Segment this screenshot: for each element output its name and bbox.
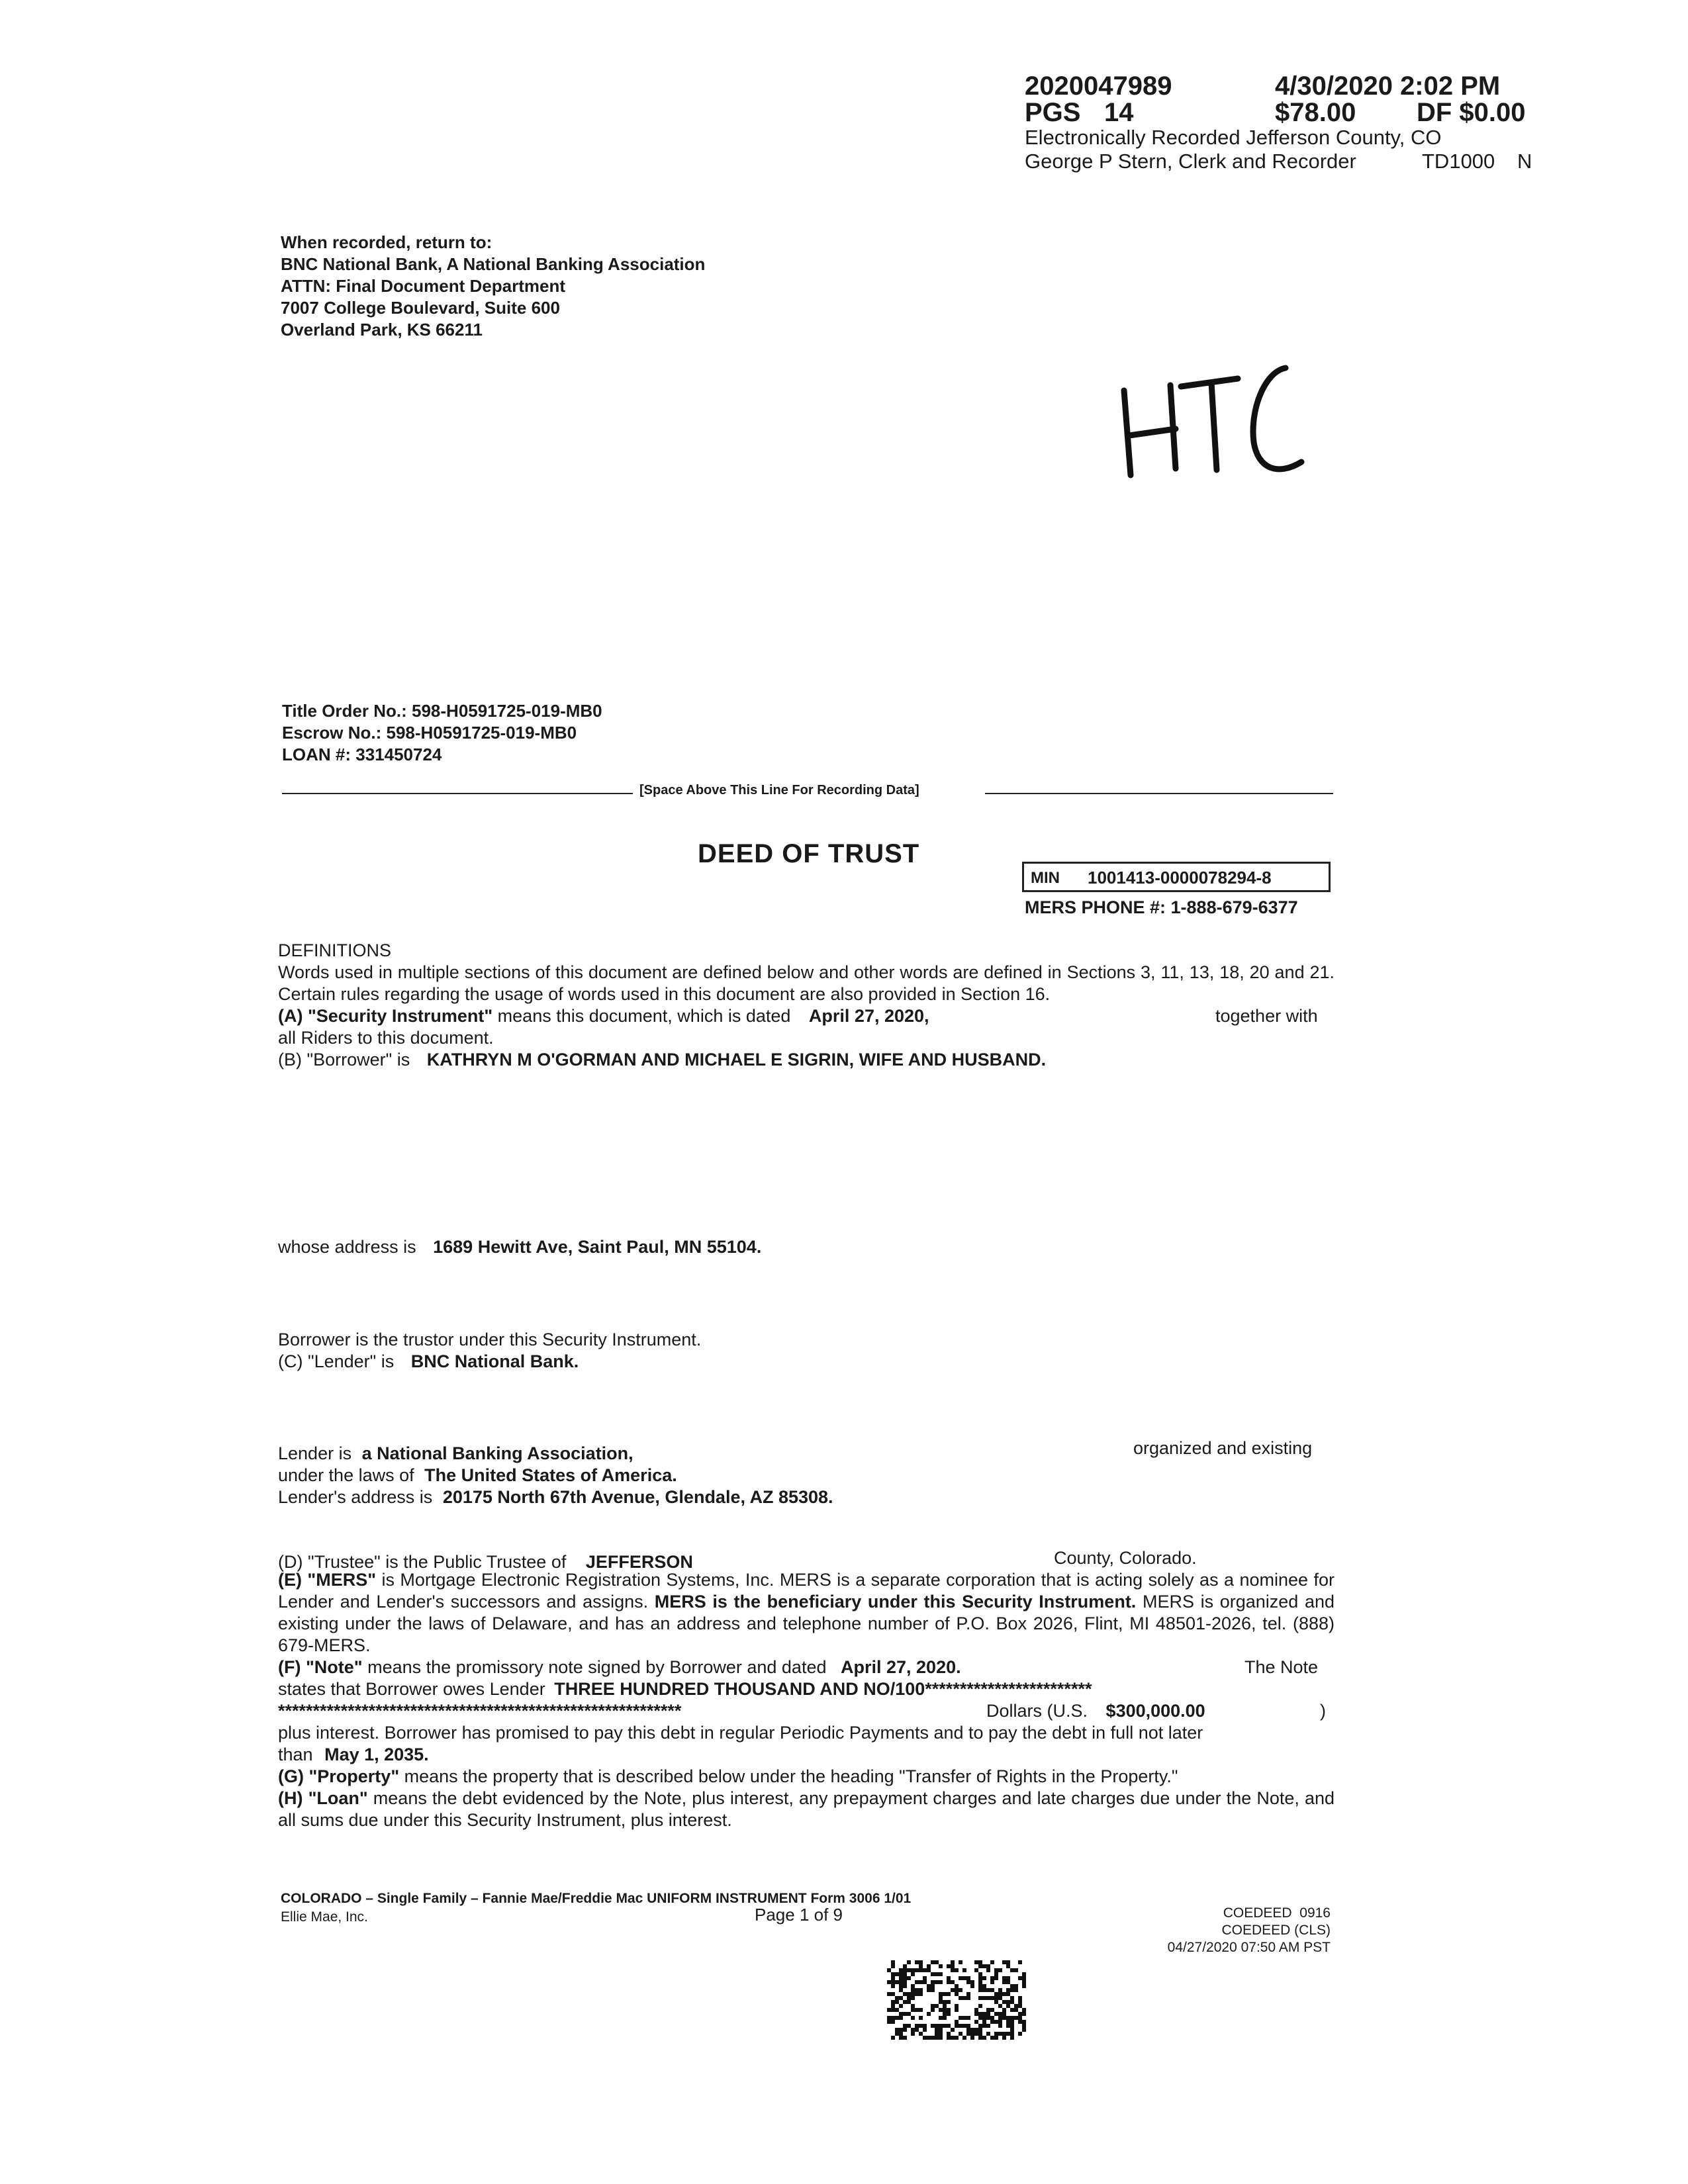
def-h-text: means the debt evidenced by the Note, plus interest, any prepayment charges and late charges due under the Note, and all sums due under this Security Instrument, plus interest. <box>278 1788 1335 1830</box>
def-a-together: together with <box>1215 1006 1318 1026</box>
def-b-borrower: KATHRYN M O'GORMAN AND MICHAEL E SIGRIN, WIFE AND HUSBAND. <box>426 1050 1047 1069</box>
def-f-stars: ********************************************************** <box>278 1701 682 1721</box>
def-f-date: April 27, 2020. <box>841 1657 961 1677</box>
def-e-label: (E) "MERS" <box>278 1570 377 1590</box>
def-h-label: (H) "Loan" <box>278 1788 368 1808</box>
recorded-county-line: Electronically Recorded Jefferson County, CO <box>1025 126 1442 149</box>
return-to-line-3: 7007 College Boulevard, Suite 600 <box>281 298 560 318</box>
footer-code-1: COEDEED 0916 <box>1223 1905 1331 1921</box>
footer-vendor: Ellie Mae, Inc. <box>281 1909 368 1925</box>
def-e-text-2: MERS is organized and existing under the laws of Delaware, and has an address and telephone number of P.O. Box 2026, Flint, MI 48501-2026, tel. (888) 679-MERS. <box>278 1592 1335 1655</box>
def-a-date: April 27, 2020, <box>808 1006 929 1026</box>
escrow-value: 598-H0591725-019-MB0 <box>386 723 577 743</box>
min-value: 1001413-0000078294-8 <box>1088 868 1272 887</box>
def-f-text-1: means the promissory note signed by Borrower and dated <box>367 1657 827 1677</box>
def-f-text-4: plus interest. Borrower has promised to pay this debt in regular Periodic Payments and to pay the debt in full not later <box>278 1723 1203 1743</box>
lender-laws-value: The United States of America. <box>424 1465 677 1485</box>
title-order-value: 598-H0591725-019-MB0 <box>412 701 602 721</box>
clerk-name: George P Stern, Clerk and Recorder <box>1025 150 1356 173</box>
def-f-dollars-label: Dollars (U.S. <box>986 1701 1088 1721</box>
return-to-heading: When recorded, return to: <box>281 232 492 252</box>
recording-fee: $78.00 <box>1275 98 1356 127</box>
footer-code-2: COEDEED (CLS) <box>1221 1923 1331 1938</box>
document-code: TD1000 <box>1422 150 1495 173</box>
def-d-text: is the Public Trustee of <box>385 1552 567 1572</box>
trustor-text: Borrower is the trustor under this Security Instrument. <box>278 1330 702 1349</box>
def-e-text-1: is Mortgage Electronic Registration Systems, Inc. MERS is a separate corporation that is acting solely as a nominee for Lender and Lender's successors and assigns. <box>278 1570 1335 1612</box>
escrow-label: Escrow No.: <box>282 723 382 743</box>
return-to-line-2: ATTN: Final Document Department <box>281 276 565 296</box>
def-f-amount-words: THREE HUNDRED THOUSAND AND NO/100************************ <box>554 1679 1092 1699</box>
def-e-beneficiary: MERS is the beneficiary under this Security Instrument. <box>654 1592 1137 1612</box>
min-label: MIN <box>1031 869 1060 887</box>
def-d-state: County, Colorado. <box>1054 1548 1197 1568</box>
def-f-the-note: The Note <box>1244 1657 1319 1677</box>
def-b-label: (B) "Borrower" is <box>278 1050 410 1069</box>
document-title: DEED OF TRUST <box>698 839 920 868</box>
divider-right-rule <box>985 793 1333 794</box>
lender-is-label: Lender is <box>278 1443 352 1463</box>
lender-address-label: Lender's address is <box>278 1487 433 1507</box>
def-f-label: (F) "Note" <box>278 1657 363 1677</box>
handwritten-htc-graphic <box>1112 357 1311 490</box>
title-order-label: Title Order No.: <box>282 701 407 721</box>
documentary-fee: DF $0.00 <box>1417 98 1526 127</box>
borrower-address-label: whose address is <box>278 1237 416 1257</box>
lender-laws-label: under the laws of <box>278 1465 414 1485</box>
def-d-county: JEFFERSON <box>585 1552 693 1572</box>
def-g-label: (G) "Property" <box>278 1766 400 1786</box>
definitions-intro: Words used in multiple sections of this document are defined below and other words are defined in Sections 3, 11, 13, 18, 20 and 21. Certain rules regarding the usage of words used in this document are also provided in Section 16. <box>278 962 1335 1004</box>
def-d-label: (D) "Trustee" <box>278 1552 381 1572</box>
page-number: Page 1 of 9 <box>755 1905 843 1925</box>
document-code-suffix: N <box>1517 150 1532 173</box>
footer-form: COLORADO – Single Family – Fannie Mae/Freddie Mac UNIFORM INSTRUMENT Form 3006 1/01 <box>281 1891 912 1906</box>
footer-timestamp: 04/27/2020 07:50 AM PST <box>1167 1940 1331 1955</box>
def-a-text: means this document, which is dated <box>497 1006 791 1026</box>
def-a-label: (A) "Security Instrument" <box>278 1006 493 1026</box>
loan-label: LOAN #: <box>282 745 351 764</box>
pages-label: PGS <box>1025 98 1081 127</box>
def-f-than: than <box>278 1745 313 1764</box>
reception-number: 2020047989 <box>1025 71 1172 101</box>
def-f-maturity: May 1, 2035. <box>324 1745 429 1764</box>
space-above-label: [Space Above This Line For Recording Data] <box>639 783 919 797</box>
def-c-label: (C) "Lender" is <box>278 1351 395 1371</box>
lender-organized: organized and existing <box>1133 1438 1313 1458</box>
handwritten-mark <box>1112 357 1311 490</box>
def-f-owes: states that Borrower owes Lender <box>278 1679 545 1699</box>
recording-datetime: 4/30/2020 2:02 PM <box>1275 71 1501 101</box>
lender-address: 20175 North 67th Avenue, Glendale, AZ 85308. <box>442 1487 833 1507</box>
return-to-line-1: BNC National Bank, A National Banking Association <box>281 254 706 274</box>
mers-phone: MERS PHONE #: 1-888-679-6377 <box>1025 897 1298 917</box>
return-to-line-4: Overland Park, KS 66211 <box>281 320 483 340</box>
divider-left-rule <box>282 793 633 794</box>
def-f-close-paren: ) <box>1320 1701 1326 1721</box>
borrower-address: 1689 Hewitt Ave, Saint Paul, MN 55104. <box>433 1237 762 1257</box>
min-box <box>1022 862 1331 892</box>
pages-count: 14 <box>1104 98 1134 127</box>
barcode-graphic <box>887 1960 1026 2040</box>
definitions-heading: DEFINITIONS <box>278 940 392 960</box>
document-barcode <box>887 1960 1026 2040</box>
lender-type: a National Banking Association, <box>361 1443 633 1463</box>
def-a-riders: all Riders to this document. <box>278 1028 494 1048</box>
def-c-lender: BNC National Bank. <box>410 1351 579 1371</box>
def-g-text: means the property that is described below under the heading "Transfer of Rights in the Property." <box>404 1766 1178 1786</box>
loan-value: 331450724 <box>355 745 442 764</box>
def-f-amount: $300,000.00 <box>1105 1701 1205 1721</box>
